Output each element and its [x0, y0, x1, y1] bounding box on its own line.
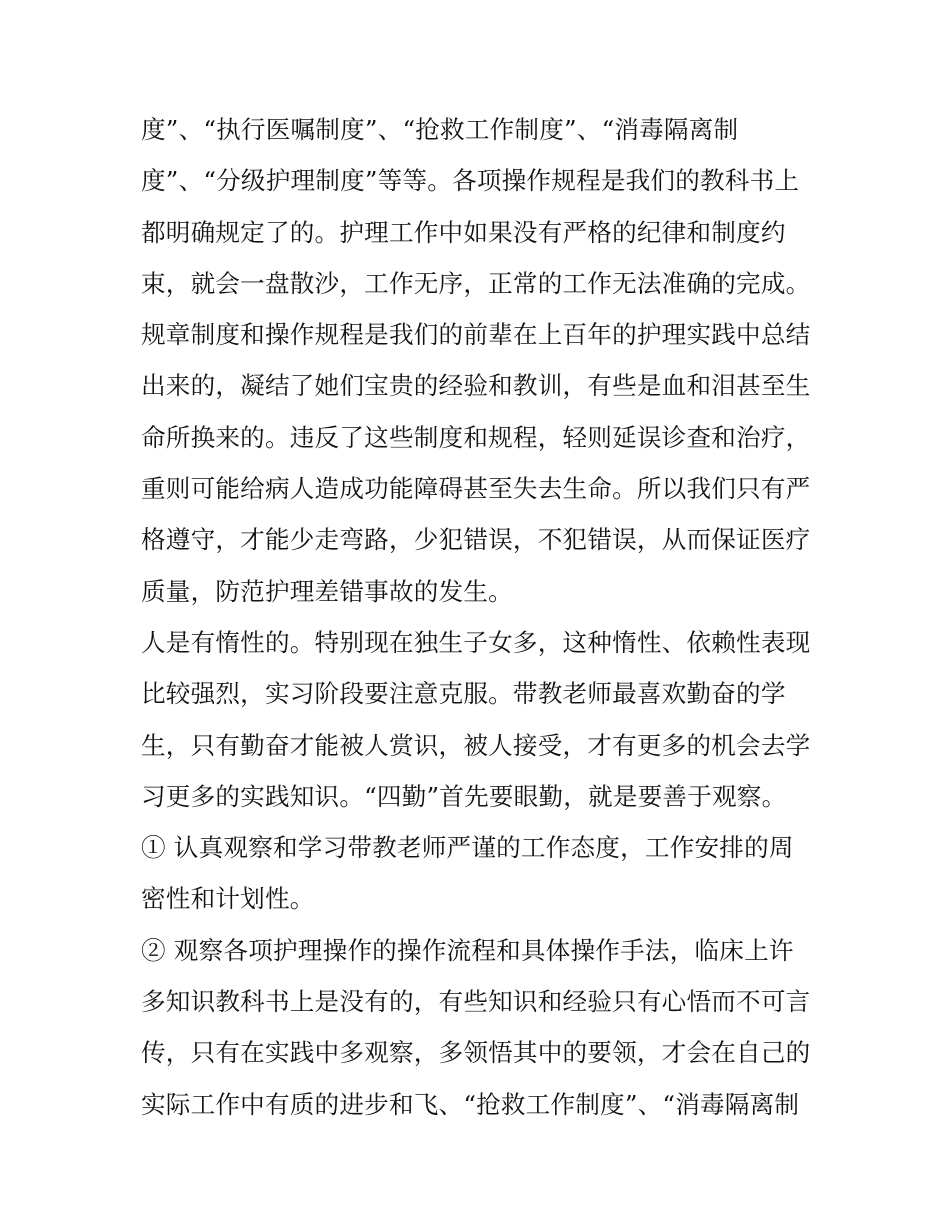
text-line: 都明确规定了的。护理工作中如果没有严格的纪律和制度约 [141, 217, 786, 247]
text-line: 比较强烈，实习阶段要注意克服。带教老师最喜欢勤奋的学 [141, 679, 786, 709]
text-line: 人是有惰性的。特别现在独生子女多，这种惰性、依赖性表现 [141, 627, 811, 657]
text-line: 习更多的实践知识。“四勤”首先要眼勤，就是要善于观察。 [141, 781, 787, 811]
text-line: 多知识教科书上是没有的，有些知识和经验只有心悟而不可言 [141, 987, 811, 1017]
text-line: 重则可能给病人造成功能障碍甚至失去生命。所以我们只有严 [141, 474, 811, 504]
text-line: 规章制度和操作规程是我们的前辈在上百年的护理实践中总结 [141, 320, 811, 350]
text-line: 格遵守，才能少走弯路，少犯错误，不犯错误，从而保证医疗 [141, 525, 811, 555]
text-line: 束，就会一盘散沙，工作无序，正常的工作无法准确的完成。 [141, 268, 811, 298]
text-line: 命所换来的。违反了这些制度和规程，轻则延误诊查和治疗， [141, 422, 811, 452]
text-line: 度”、“分级护理制度”等等。各项操作规程是我们的教科书上 [141, 166, 800, 196]
text-line: 实际工作中有质的进步和飞、“抢救工作制度”、“消毒隔离制 [141, 1089, 800, 1119]
text-line: 密性和计划性。 [141, 884, 315, 914]
text-line: ① 认真观察和学习带教老师严谨的工作态度，工作安排的周 [141, 833, 794, 863]
text-line: 出来的，凝结了她们宝贵的经验和教训，有些是血和泪甚至生 [141, 371, 811, 401]
body-text [141, 104, 821, 1130]
text-line: 质量，防范护理差错事故的发生。 [141, 576, 513, 606]
text-line: 传，只有在实践中多观察，多领悟其中的要领，才会在自己的 [141, 1038, 811, 1068]
text-line: 生，只有勤奋才能被人赏识，被人接受，才有更多的机会去学 [141, 730, 811, 760]
text-line: ② 观察各项护理操作的操作流程和具体操作手法，临床上许 [141, 935, 794, 965]
text-line: 度”、“执行医嘱制度”、“抢救工作制度”、“消毒隔离制 [141, 115, 739, 144]
